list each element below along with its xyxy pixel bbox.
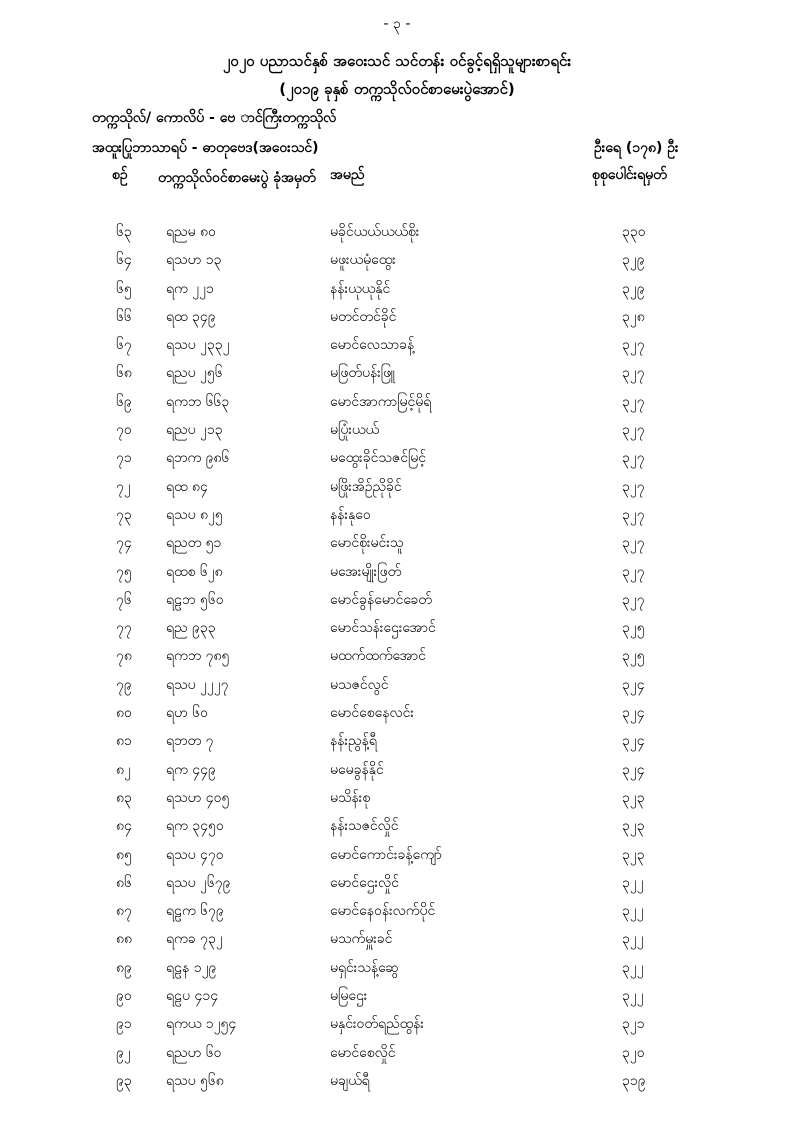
- table-row: [0, 444, 794, 472]
- table-row: [0, 388, 794, 416]
- student-name: မအေးမျိုးဖြတ်: [330, 563, 402, 580]
- roll-number: ရညဟ ၆၀: [166, 1044, 222, 1061]
- page-number: - ၃ -: [383, 16, 411, 32]
- roll-number: ရသပ ၅၆၈: [166, 1072, 224, 1089]
- total-marks: ၃၂၇: [622, 365, 645, 382]
- row-number: ၆၉: [116, 393, 132, 410]
- row-number: ၇၃: [116, 506, 132, 523]
- roll-number: ရည ၉၃၃: [166, 620, 216, 637]
- table-row: [0, 614, 794, 642]
- student-name: မထွေးခိုင်သဇင်မြင့်: [330, 450, 427, 467]
- roll-number: ရညပ ၂၁၃: [166, 422, 223, 439]
- student-name: မနှင်းဝတ်ရည်ထွန်း: [330, 1016, 424, 1033]
- total-marks: ၃၂၄: [622, 705, 645, 722]
- results-table: [0, 218, 794, 1095]
- total-marks: ၃၂၇: [622, 506, 645, 523]
- table-row: [0, 359, 794, 387]
- roll-number: ရထစ ၆၂၈: [166, 563, 223, 580]
- table-row: [0, 218, 794, 246]
- student-name: မထက်ထက်အောင်: [330, 648, 426, 665]
- total-marks: ၃၂၃: [622, 818, 645, 835]
- roll-number: ရသပ ၂၆၇၉: [166, 874, 231, 891]
- total-marks: ၃၂၉: [622, 280, 645, 297]
- student-name: မောင်နေဝန်းလက်ပိုင်: [330, 903, 436, 920]
- total-marks: ၃၂၈: [622, 308, 645, 325]
- total-marks: ၃၂၂: [622, 959, 644, 976]
- student-name: မောင်လေသာခန့်: [330, 337, 415, 354]
- roll-number: ရဘတ ၇: [166, 733, 214, 750]
- roll-number: ရက ၄၄၉: [166, 761, 216, 778]
- row-number: ၈၇: [116, 903, 132, 920]
- student-name: မောင်ဌေးလှိုင်: [330, 874, 399, 891]
- total-marks: ၃၂၇: [622, 422, 645, 439]
- roll-number: ရသပ ၄၇၀: [166, 846, 224, 863]
- roll-number: ရကယ ၁၂၅၄: [166, 1016, 237, 1033]
- roll-number: ရသပ ၂၃၃၂: [166, 337, 230, 354]
- roll-number: ရဠက ၆၇၉: [166, 903, 224, 920]
- row-number: ၉၃: [116, 1072, 132, 1089]
- table-row: [0, 671, 794, 699]
- row-number: ၆၅: [116, 280, 132, 297]
- total-marks: ၃၂၂: [622, 931, 644, 948]
- table-row: [0, 982, 794, 1010]
- column-header-name: အမည်: [330, 167, 365, 183]
- student-name: မဖြတ်ပန်းဖြူ: [330, 365, 396, 382]
- student-name: မောင်စေနေလင်း: [330, 705, 414, 722]
- student-name: မရှင်းသန့်ဆွေ: [330, 959, 399, 976]
- table-row: [0, 784, 794, 812]
- row-number: ၇၉: [116, 676, 132, 693]
- student-name: မောင်ကောင်းခန့်ကျော်: [330, 846, 442, 863]
- document-subtitle: (၂၀၁၉ ခုနှစ် တက္ကသိုလ်ဝင်စာမေးပွဲအောင်): [279, 80, 515, 98]
- table-row: [0, 925, 794, 953]
- total-marks: ၃၂၇: [622, 337, 645, 354]
- roll-number: ရထ ၃၄၉: [166, 308, 216, 325]
- row-number: ၆၃: [116, 224, 132, 240]
- student-name: မဖြိုးအိဉ်ညိုခိုင်: [330, 478, 402, 495]
- roll-number: ရထ ၈၄: [166, 478, 208, 495]
- table-row: [0, 869, 794, 897]
- total-marks: ၃၂၅: [622, 648, 645, 665]
- roll-number: ရက ၂၂၁: [166, 280, 214, 297]
- total-marks: ၃၂၀: [622, 1044, 645, 1061]
- roll-number: ရဠပ ၄၁၄: [166, 988, 219, 1005]
- row-number: ၉၂: [116, 1044, 131, 1061]
- table-row: [0, 727, 794, 755]
- total-marks: ၃၂၅: [622, 620, 645, 637]
- total-marks: ၃၂၇: [622, 563, 645, 580]
- row-number: ၇၁: [116, 450, 132, 467]
- roll-number: ရညပ ၂၅၆: [166, 365, 223, 382]
- row-number: ၈၃: [116, 789, 132, 806]
- roll-number: ရဘက ၉၈၆: [166, 450, 230, 467]
- total-marks: ၃၂၇: [622, 478, 645, 495]
- student-name: မမြဌေး: [330, 988, 368, 1005]
- table-row: [0, 529, 794, 557]
- row-number: ၈၂: [116, 761, 131, 778]
- intake-count: ဦးရေ (၁၇၈) ဦး: [594, 140, 679, 156]
- student-name: မသိန်းစု: [330, 789, 371, 806]
- column-header-no: စဉ်: [112, 167, 128, 183]
- total-marks: ၃၂၇: [622, 535, 645, 552]
- student-name: မဖူးယမုံထွေး: [330, 252, 396, 269]
- roll-number: ရကခ ၇၃၂: [166, 931, 223, 948]
- roll-number: ရဟ ၆၀: [166, 705, 208, 722]
- table-row: [0, 586, 794, 614]
- total-marks: ၃၂၇: [622, 393, 645, 410]
- student-name: မသဇင်လွင်: [330, 676, 389, 693]
- total-marks: ၃၂၄: [622, 676, 645, 693]
- roll-number: ရကဘ ၇၈၅: [166, 648, 230, 665]
- row-number: ၈၄: [116, 818, 132, 835]
- row-number: ၈၈: [116, 931, 132, 948]
- table-row: [0, 331, 794, 359]
- table-row: [0, 416, 794, 444]
- row-number: ၉၁: [116, 1016, 132, 1033]
- student-name: မသက်မှူးခင်: [330, 931, 393, 948]
- total-marks: ၃၂၇: [622, 591, 645, 608]
- table-row: [0, 473, 794, 501]
- table-row: [0, 642, 794, 670]
- table-row: [0, 246, 794, 274]
- row-number: ၇၄: [116, 535, 132, 552]
- student-name: မတင်တင်ခိုင်: [330, 308, 397, 325]
- roll-number: ရဠန ၁၂၉: [166, 959, 217, 976]
- student-name: မပြုံးယယ်: [330, 422, 380, 439]
- row-number: ၈၀: [116, 705, 132, 722]
- column-header-marks: စုစုပေါင်းရမှတ်: [592, 167, 667, 183]
- table-row: [0, 699, 794, 727]
- roll-number: ရကဘ ၆၆၃: [166, 393, 230, 410]
- table-row: [0, 756, 794, 784]
- student-name: နန်းနုဝေ: [330, 506, 371, 523]
- roll-number: ရဠဘ ၅၆၀: [166, 591, 224, 608]
- student-name: မောင်ခွန်မောင်ခေတ်: [330, 591, 432, 608]
- total-marks: ၃၂၂: [622, 874, 644, 891]
- student-name: နန်းသဇင်လှိုင်: [330, 818, 399, 835]
- total-marks: ၃၂၂: [622, 903, 644, 920]
- student-name: မောင်အာကာမြင့်မိုရ်: [330, 393, 432, 410]
- row-number: ၇၇: [116, 620, 132, 637]
- table-row: [0, 1010, 794, 1038]
- roll-number: ရသပ ၈၂၅: [166, 506, 223, 523]
- row-number: ၇၅: [116, 563, 132, 580]
- total-marks: ၃၂၁: [622, 1016, 645, 1033]
- row-number: ၇၂: [116, 478, 131, 495]
- student-name: မောင်သန်းဌေးအောင်: [330, 620, 436, 637]
- student-name: မောင်စေလှိုင်: [330, 1044, 396, 1061]
- row-number: ၈၁: [116, 733, 132, 750]
- table-row: [0, 897, 794, 925]
- total-marks: ၃၁၉: [622, 1072, 646, 1089]
- roll-number: ရသပ ၂၂၂၇: [166, 676, 229, 693]
- university-label: တက္ကသိုလ်/ ကောလိပ် - ဗေ ာင်ကြီးတက္ကသိုလ်: [92, 110, 337, 126]
- roll-number: ရညမ ၈၀: [166, 224, 216, 240]
- table-row: [0, 841, 794, 869]
- student-name: မခိုင်ယယ်ယယ်စိုး: [330, 224, 420, 240]
- total-marks: ၃၂၃: [622, 789, 645, 806]
- row-number: ၈၅: [116, 846, 132, 863]
- roll-number: ရသဟ ၄၀၅: [166, 789, 230, 806]
- total-marks: ၃၂၇: [622, 450, 645, 467]
- column-header-roll: တက္ကသိုလ်ဝင်စာမေးပွဲ ခုံအမှတ်: [158, 170, 316, 186]
- row-number: ၇၈: [116, 648, 132, 665]
- row-number: ၈၆: [116, 874, 132, 891]
- row-number: ၆၈: [116, 365, 132, 382]
- total-marks: ၃၃၀: [622, 224, 646, 240]
- row-number: ၉၀: [116, 988, 132, 1005]
- table-row: [0, 812, 794, 840]
- row-number: ၆၆: [116, 308, 132, 325]
- table-row: [0, 501, 794, 529]
- total-marks: ၃၂၄: [622, 761, 645, 778]
- roll-number: ရက ၃၄၅၀: [166, 818, 224, 835]
- document-title: ၂၀၂၀ ပညာသင်နှစ် အဝေးသင် သင်တန်း ဝင်ခွင့်ရရှိသူများစာရင်း: [222, 52, 572, 70]
- student-name: နန်းယုယုနိုင်: [330, 280, 391, 297]
- table-row: [0, 1067, 794, 1095]
- student-name: မချယ်ရီ: [330, 1072, 370, 1089]
- student-name: မောင်စိုးမင်းသူ: [330, 535, 404, 552]
- student-name: မမေခွန်နိုင်: [330, 761, 384, 778]
- row-number: ၆၄: [116, 252, 132, 269]
- table-row: [0, 558, 794, 586]
- row-number: ၆၇: [116, 337, 132, 354]
- student-name: နန်းညွန့်ရီ: [330, 733, 377, 750]
- roll-number: ရညတ ၅၁: [166, 535, 222, 552]
- table-row: [0, 1039, 794, 1067]
- total-marks: ၃၂၉: [622, 252, 645, 269]
- total-marks: ၃၂၂: [622, 988, 644, 1005]
- major-label: အထူးပြုဘာသာရပ် - ဓာတုဗေဒ(အဝေးသင်): [92, 140, 319, 156]
- roll-number: ရသဟ ၁၃: [166, 252, 222, 269]
- total-marks: ၃၂၃: [622, 846, 645, 863]
- row-number: ၈၉: [116, 959, 132, 976]
- row-number: ၇၆: [116, 591, 132, 608]
- table-row: [0, 954, 794, 982]
- total-marks: ၃၂၄: [622, 733, 645, 750]
- table-row: [0, 275, 794, 303]
- table-row: [0, 303, 794, 331]
- row-number: ၇၀: [116, 422, 132, 439]
